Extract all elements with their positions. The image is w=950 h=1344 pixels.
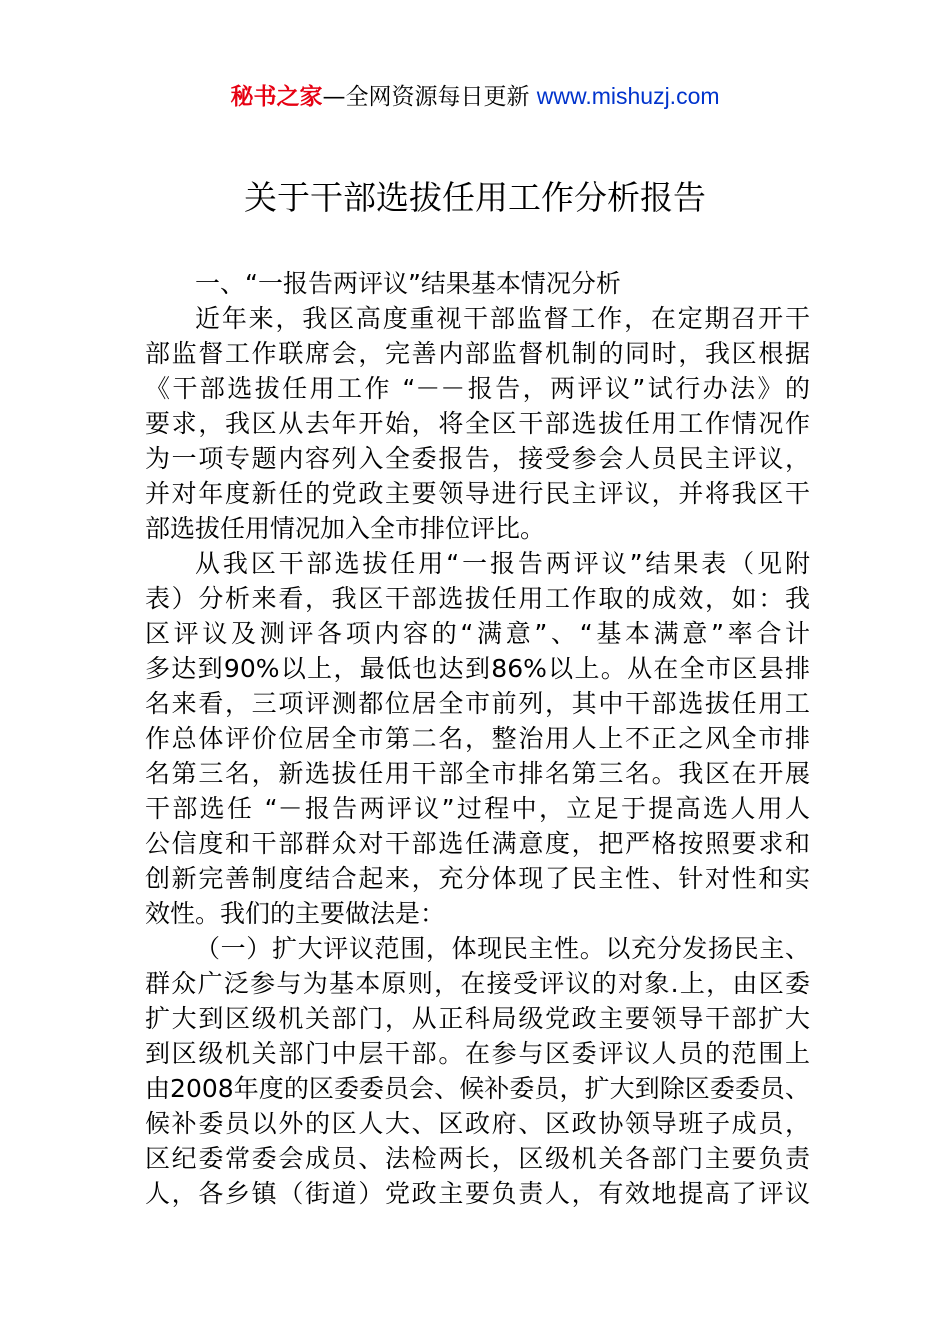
paragraph-line: 创新完善制度结合起来，充分体现了民主性、针对性和实 [145,864,810,893]
document-body [145,266,810,1211]
section-heading: 一、“一报告两评议”结果基本情况分析 [195,269,621,298]
document-title: 关于干部选拔任用工作分析报告 [244,178,706,217]
site-brand-name: 秘书之家 [230,84,323,110]
site-tagline: —全网资源每日更新 [322,84,537,110]
paragraph-line: 部选拔任用情况加入全市排位评比。 [145,514,546,543]
paragraph-line: 多达到90%以上，最低也达到86%以上。从在全市区县排 [145,654,810,683]
paragraph-line: 并对年度新任的党政主要领导进行民主评议，并将我区干 [145,479,810,508]
paragraph-line: 表）分析来看，我区干部选拔任用工作取的成效，如：我 [145,584,810,613]
paragraph-line: 为一项专题内容列入全委报告，接受参会人员民主评议， [145,444,810,473]
paragraph-line: （一）扩大评议范围，体现民主性。以充分发扬民主、 [195,934,810,963]
paragraph-line: 扩大到区级机关部门，从正科局级党政主要领导干部扩大 [145,1004,810,1033]
paragraph-line: 到区级机关部门中层干部。在参与区委评议人员的范围上 [145,1039,810,1068]
paragraph-line: 名第三名，新选拔任用干部全市排名第三名。我区在开展 [145,759,810,788]
paragraph-line: 要求，我区从去年开始，将全区干部选拔任用工作情况作 [145,409,810,438]
paragraph-line: 《干部选拔任用工作 “－－报告，两评议”试行办法》的 [145,374,810,403]
paragraph-line: 效性。我们的主要做法是： [145,899,446,928]
paragraph-line: 从我区干部选拔任用“一报告两评议”结果表（见附 [195,549,810,578]
paragraph-line: 部监督工作联席会，完善内部监督机制的同时，我区根据 [145,339,810,368]
paragraph-line: 区纪委常委会成员、法检两长，区级机关各部门主要负责 [145,1144,810,1173]
site-url-link[interactable]: www.mishuzj.com [536,83,720,109]
site-header-banner [0,80,950,113]
paragraph-line: 人，各乡镇（街道）党政主要负责人，有效地提高了评议 [145,1179,810,1208]
paragraph-line: 近年来，我区高度重视干部监督工作，在定期召开干 [195,304,810,333]
paragraph-line: 干部选任 “－报告两评议”过程中，立足于提高选人用人 [145,794,810,823]
paragraph-line: 由2008年度的区委委员会、候补委员，扩大到除区委委员、 [145,1074,810,1103]
paragraph-line: 群众广泛参与为基本原则，在接受评议的对象.上，由区委 [145,969,810,998]
paragraph-line: 名来看，三项评测都位居全市前列，其中干部选拔任用工 [145,689,810,718]
paragraph-line: 公信度和干部群众对干部选任满意度，把严格按照要求和 [145,829,810,858]
paragraph-line: 候补委员以外的区人大、区政府、区政协领导班子成员， [145,1109,810,1138]
paragraph-line: 区评议及测评各项内容的“满意”、“基本满意”率合计 [145,619,810,648]
paragraph-line: 作总体评价位居全市第二名，整治用人上不正之风全市排 [145,724,810,753]
